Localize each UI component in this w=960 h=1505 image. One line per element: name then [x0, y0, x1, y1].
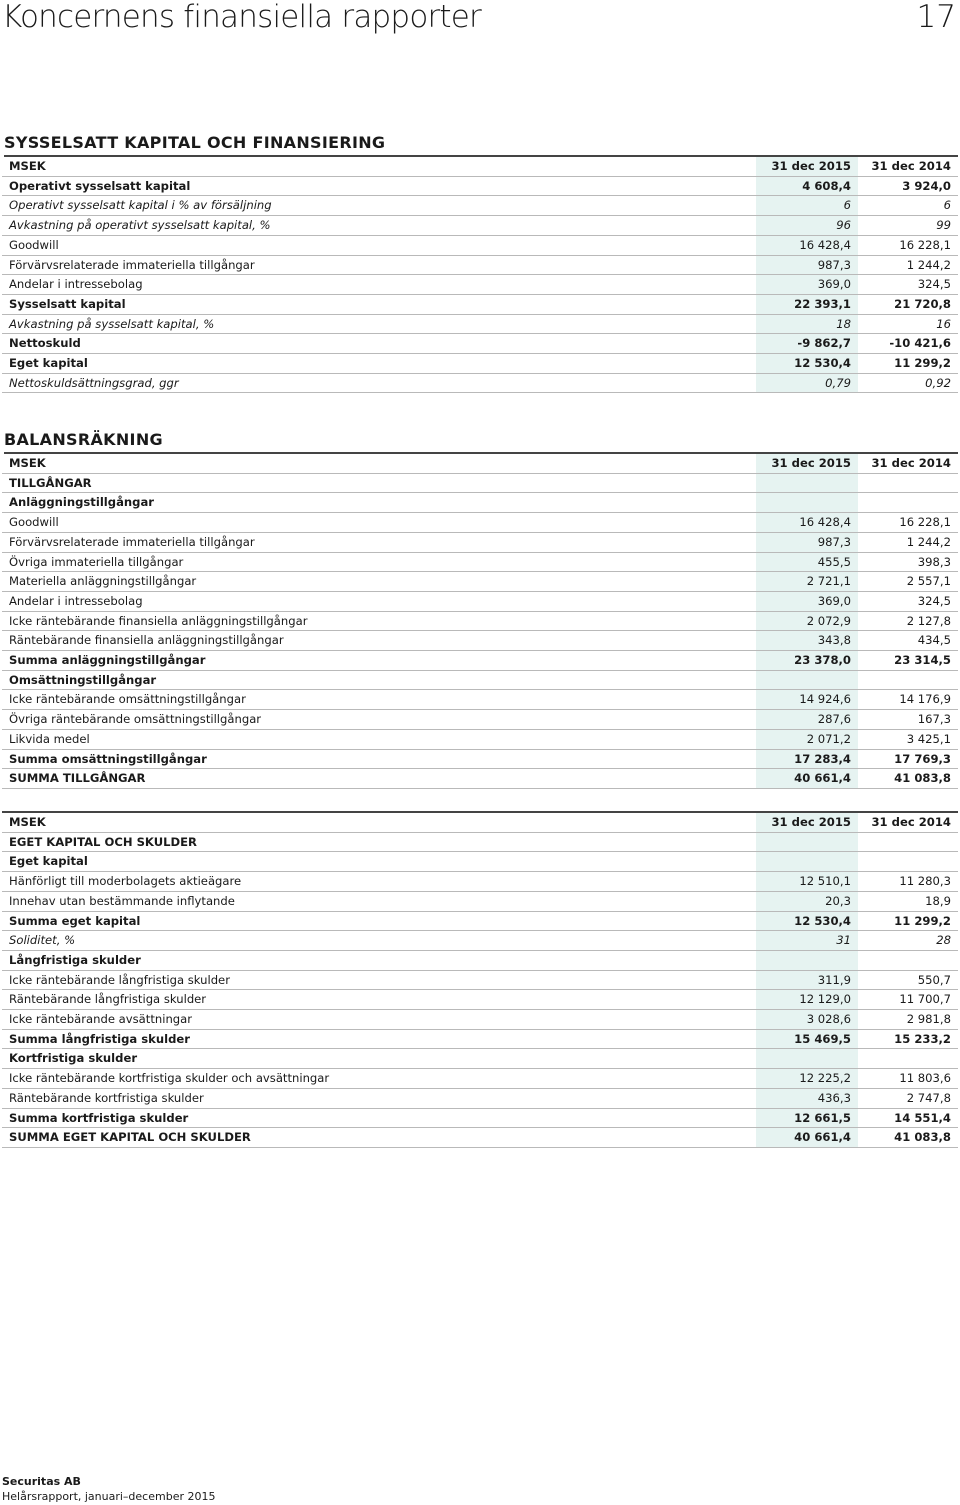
table-row: [2, 216, 958, 236]
value-2014: 398,3: [858, 552, 958, 572]
section-sysselsatt-kapital: [2, 131, 958, 393]
value-2014: 41 083,8: [858, 769, 958, 789]
row-label: Sysselsatt kapital: [2, 294, 756, 314]
section-title: SYSSELSATT KAPITAL OCH FINANSIERING: [4, 131, 958, 157]
balans-skulder-table: [2, 811, 958, 1148]
table-row: [2, 1069, 958, 1089]
row-label: TILLGÅNGAR: [2, 473, 756, 493]
value-2015: 0,79: [756, 373, 858, 393]
value-2014: [858, 670, 958, 690]
table-row: [2, 749, 958, 769]
row-label: Icke räntebärande avsättningar: [2, 1010, 756, 1030]
table-row: [2, 334, 958, 354]
value-2014: 2 747,8: [858, 1088, 958, 1108]
table-row: [2, 552, 958, 572]
row-label: Andelar i intressebolag: [2, 275, 756, 295]
table-row: [2, 1010, 958, 1030]
value-2014: 2 127,8: [858, 611, 958, 631]
table-row: [2, 591, 958, 611]
table-row: [2, 1029, 958, 1049]
value-2014: 15 233,2: [858, 1029, 958, 1049]
table-row: [2, 1128, 958, 1148]
value-2014: 99: [858, 216, 958, 236]
value-2015: 987,3: [756, 532, 858, 552]
value-2015: 40 661,4: [756, 769, 858, 789]
value-2014: 324,5: [858, 591, 958, 611]
table-header-row: [2, 454, 958, 473]
balans-tillgangar-table: [2, 454, 958, 789]
value-2015: 17 283,4: [756, 749, 858, 769]
row-label: Omsättningstillgångar: [2, 670, 756, 690]
value-2015: 20,3: [756, 891, 858, 911]
value-2014: [858, 473, 958, 493]
table-row: [2, 670, 958, 690]
row-label: Operativt sysselsatt kapital: [2, 176, 756, 196]
value-2014: 21 720,8: [858, 294, 958, 314]
row-label: Icke räntebärande omsättningstillgångar: [2, 690, 756, 710]
value-2014: [858, 832, 958, 852]
table-row: [2, 235, 958, 255]
row-label: Långfristiga skulder: [2, 950, 756, 970]
value-2014: 11 299,2: [858, 911, 958, 931]
table-row: [2, 729, 958, 749]
value-2015: 12 225,2: [756, 1069, 858, 1089]
row-label: Summa kortfristiga skulder: [2, 1108, 756, 1128]
value-2015: 436,3: [756, 1088, 858, 1108]
row-label: Icke räntebärande långfristiga skulder: [2, 970, 756, 990]
table-row: [2, 294, 958, 314]
value-2014: 28: [858, 931, 958, 951]
value-2014: 16 228,1: [858, 513, 958, 533]
section-balansrakning: [2, 428, 958, 789]
column-header-2014: 31 dec 2014: [858, 454, 958, 473]
row-label: Goodwill: [2, 235, 756, 255]
sysselsatt-table: [2, 157, 958, 393]
table-row: [2, 710, 958, 730]
value-2015: 23 378,0: [756, 651, 858, 671]
table-row: [2, 970, 958, 990]
column-header-2014: 31 dec 2014: [858, 812, 958, 832]
table-body: [2, 473, 958, 788]
row-label: Förvärvsrelaterade immateriella tillgångar: [2, 532, 756, 552]
value-2014: 1 244,2: [858, 532, 958, 552]
row-label: Nettoskuld: [2, 334, 756, 354]
table-row: [2, 891, 958, 911]
row-label: EGET KAPITAL OCH SKULDER: [2, 832, 756, 852]
value-2014: 3 924,0: [858, 176, 958, 196]
value-2015: 2 721,1: [756, 572, 858, 592]
value-2014: 41 083,8: [858, 1128, 958, 1148]
value-2014: 16: [858, 314, 958, 334]
value-2014: 324,5: [858, 275, 958, 295]
column-header-label: MSEK: [2, 157, 756, 176]
row-label: Eget kapital: [2, 852, 756, 872]
page-title: Koncernens finansiella rapporter: [2, 0, 481, 35]
table-row: [2, 176, 958, 196]
row-label: Likvida medel: [2, 729, 756, 749]
table-row: [2, 631, 958, 651]
table-row: [2, 769, 958, 789]
row-label: Operativt sysselsatt kapital i % av försäljning: [2, 196, 756, 216]
value-2015: 15 469,5: [756, 1029, 858, 1049]
footer-company: Securitas AB: [2, 1475, 81, 1488]
row-label: Andelar i intressebolag: [2, 591, 756, 611]
row-label: Soliditet, %: [2, 931, 756, 951]
value-2015: 12 530,4: [756, 354, 858, 374]
table-row: [2, 832, 958, 852]
value-2014: 6: [858, 196, 958, 216]
value-2015: 12 510,1: [756, 872, 858, 892]
value-2015: 4 608,4: [756, 176, 858, 196]
value-2015: 96: [756, 216, 858, 236]
value-2014: [858, 950, 958, 970]
column-header-2015: 31 dec 2015: [756, 157, 858, 176]
value-2014: 0,92: [858, 373, 958, 393]
value-2015: 12 661,5: [756, 1108, 858, 1128]
row-label: Summa långfristiga skulder: [2, 1029, 756, 1049]
column-header-2015: 31 dec 2015: [756, 454, 858, 473]
value-2015: 369,0: [756, 591, 858, 611]
value-2015: 18: [756, 314, 858, 334]
section-eget-kapital-skulder: [2, 811, 958, 1148]
page-header: [0, 0, 960, 36]
column-header-2014: 31 dec 2014: [858, 157, 958, 176]
value-2015: 369,0: [756, 275, 858, 295]
value-2014: -10 421,6: [858, 334, 958, 354]
row-label: Summa eget kapital: [2, 911, 756, 931]
page-number: 17: [916, 0, 956, 35]
value-2014: 11 299,2: [858, 354, 958, 374]
row-label: Nettoskuldsättningsgrad, ggr: [2, 373, 756, 393]
value-2015: 3 028,6: [756, 1010, 858, 1030]
page-footer: [2, 1474, 215, 1504]
row-label: Innehav utan bestämmande inflytande: [2, 891, 756, 911]
value-2015: 14 924,6: [756, 690, 858, 710]
row-label: Materiella anläggningstillgångar: [2, 572, 756, 592]
value-2015: [756, 493, 858, 513]
value-2015: [756, 950, 858, 970]
value-2014: 11 280,3: [858, 872, 958, 892]
table-row: [2, 611, 958, 631]
value-2014: 3 425,1: [858, 729, 958, 749]
table-row: [2, 990, 958, 1010]
value-2015: 22 393,1: [756, 294, 858, 314]
value-2015: 12 530,4: [756, 911, 858, 931]
row-label: Summa anläggningstillgångar: [2, 651, 756, 671]
value-2014: 2 557,1: [858, 572, 958, 592]
table-row: [2, 872, 958, 892]
value-2015: [756, 852, 858, 872]
table-row: [2, 513, 958, 533]
table-row: [2, 532, 958, 552]
row-label: Anläggningstillgångar: [2, 493, 756, 513]
value-2015: 6: [756, 196, 858, 216]
value-2015: 2 072,9: [756, 611, 858, 631]
table-header-row: [2, 812, 958, 832]
value-2014: 167,3: [858, 710, 958, 730]
value-2015: 2 071,2: [756, 729, 858, 749]
value-2015: [756, 473, 858, 493]
value-2014: 1 244,2: [858, 255, 958, 275]
row-label: Icke räntebärande finansiella anläggningstillgångar: [2, 611, 756, 631]
value-2015: 343,8: [756, 631, 858, 651]
table-row: [2, 275, 958, 295]
table-row: [2, 852, 958, 872]
value-2015: [756, 832, 858, 852]
value-2014: 23 314,5: [858, 651, 958, 671]
column-header-label: MSEK: [2, 812, 756, 832]
row-label: Räntebärande finansiella anläggningstillgångar: [2, 631, 756, 651]
row-label: Kortfristiga skulder: [2, 1049, 756, 1069]
row-label: Avkastning på sysselsatt kapital, %: [2, 314, 756, 334]
table-row: [2, 493, 958, 513]
table-row: [2, 931, 958, 951]
row-label: Övriga räntebärande omsättningstillgångar: [2, 710, 756, 730]
row-label: Hänförligt till moderbolagets aktieägare: [2, 872, 756, 892]
row-label: Icke räntebärande kortfristiga skulder och avsättningar: [2, 1069, 756, 1089]
row-label: Eget kapital: [2, 354, 756, 374]
value-2014: 11 803,6: [858, 1069, 958, 1089]
row-label: Räntebärande kortfristiga skulder: [2, 1088, 756, 1108]
table-row: [2, 651, 958, 671]
value-2015: 311,9: [756, 970, 858, 990]
value-2014: 14 176,9: [858, 690, 958, 710]
value-2015: 16 428,4: [756, 235, 858, 255]
row-label: Förvärvsrelaterade immateriella tillgångar: [2, 255, 756, 275]
value-2014: [858, 1049, 958, 1069]
table-row: [2, 1108, 958, 1128]
footer-report: Helårsrapport, januari–december 2015: [2, 1490, 216, 1503]
table-row: [2, 473, 958, 493]
value-2015: [756, 1049, 858, 1069]
value-2015: 12 129,0: [756, 990, 858, 1010]
value-2015: 987,3: [756, 255, 858, 275]
table-row: [2, 911, 958, 931]
column-header-2015: 31 dec 2015: [756, 812, 858, 832]
value-2015: 455,5: [756, 552, 858, 572]
value-2015: [756, 670, 858, 690]
value-2014: 2 981,8: [858, 1010, 958, 1030]
value-2014: 11 700,7: [858, 990, 958, 1010]
row-label: SUMMA TILLGÅNGAR: [2, 769, 756, 789]
row-label: Avkastning på operativt sysselsatt kapital, %: [2, 216, 756, 236]
table-row: [2, 314, 958, 334]
value-2014: [858, 493, 958, 513]
value-2015: 287,6: [756, 710, 858, 730]
value-2014: 434,5: [858, 631, 958, 651]
table-row: [2, 354, 958, 374]
value-2014: 550,7: [858, 970, 958, 990]
table-row: [2, 255, 958, 275]
row-label: SUMMA EGET KAPITAL OCH SKULDER: [2, 1128, 756, 1148]
table-row: [2, 196, 958, 216]
column-header-label: MSEK: [2, 454, 756, 473]
table-row: [2, 690, 958, 710]
value-2014: 16 228,1: [858, 235, 958, 255]
table-row: [2, 373, 958, 393]
value-2014: 18,9: [858, 891, 958, 911]
value-2014: [858, 852, 958, 872]
table-row: [2, 572, 958, 592]
table-row: [2, 1088, 958, 1108]
row-label: Räntebärande långfristiga skulder: [2, 990, 756, 1010]
value-2015: 16 428,4: [756, 513, 858, 533]
value-2015: -9 862,7: [756, 334, 858, 354]
table-row: [2, 950, 958, 970]
value-2015: 40 661,4: [756, 1128, 858, 1148]
value-2015: 31: [756, 931, 858, 951]
table-header-row: [2, 157, 958, 176]
table-row: [2, 1049, 958, 1069]
section-title: BALANSRÄKNING: [4, 428, 958, 454]
row-label: Goodwill: [2, 513, 756, 533]
table-body: [2, 832, 958, 1147]
row-label: Övriga immateriella tillgångar: [2, 552, 756, 572]
table-body: [2, 176, 958, 393]
value-2014: 14 551,4: [858, 1108, 958, 1128]
value-2014: 17 769,3: [858, 749, 958, 769]
row-label: Summa omsättningstillgångar: [2, 749, 756, 769]
